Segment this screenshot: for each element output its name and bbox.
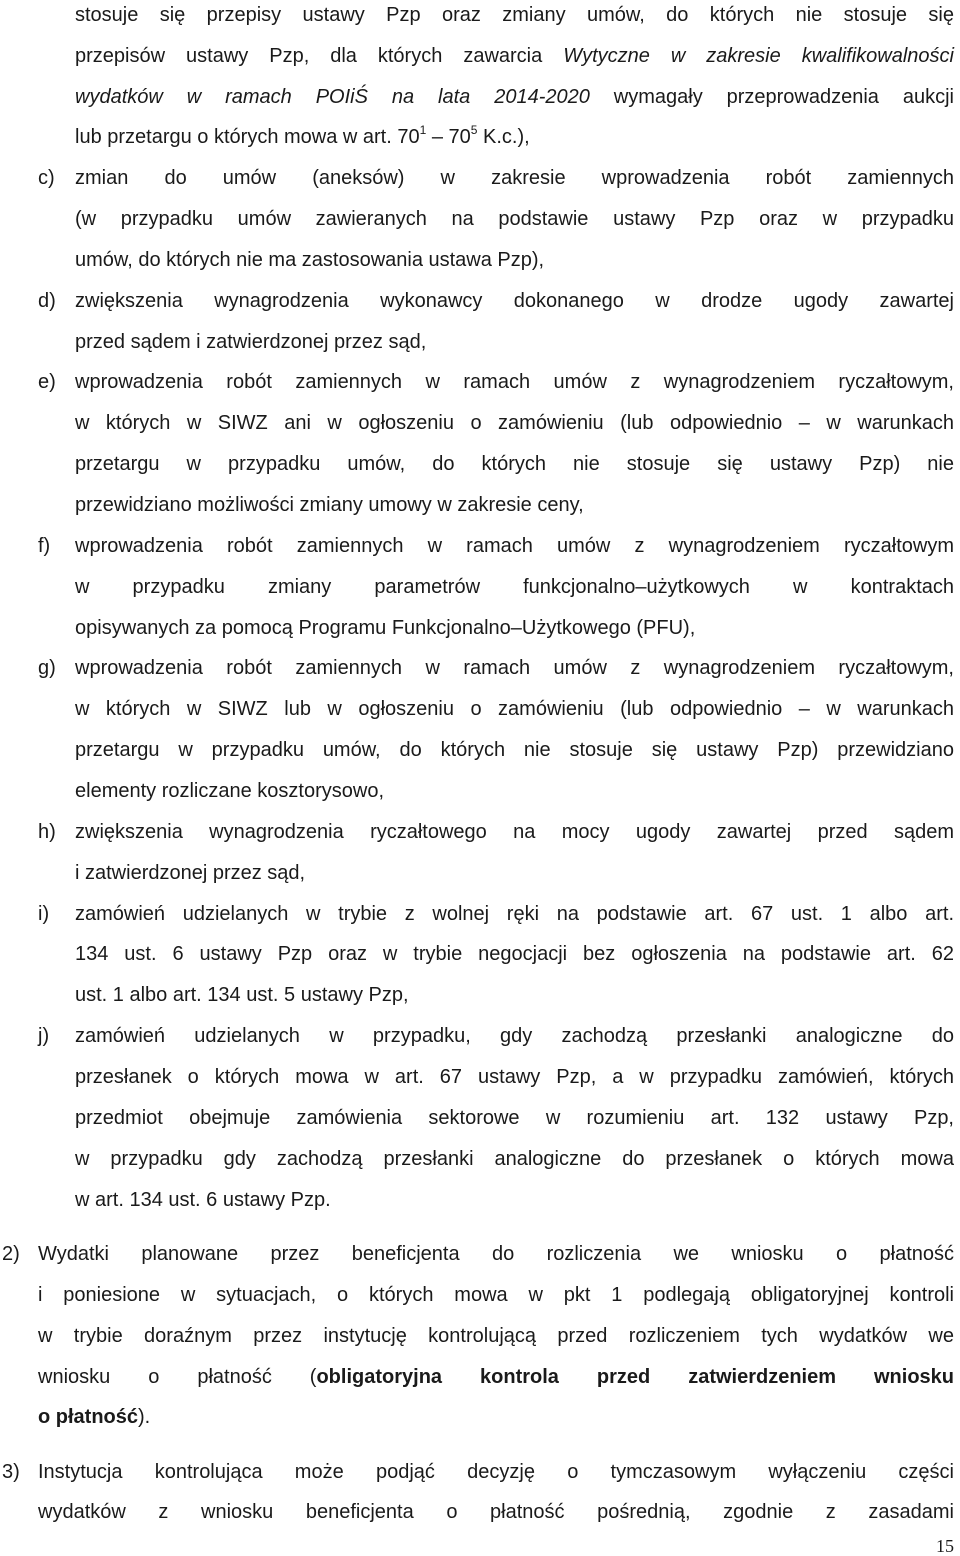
- text-line: [38, 1405, 150, 1429]
- item-label: f): [38, 535, 51, 557]
- item-label: g): [38, 657, 56, 679]
- text-span: ).: [138, 1406, 151, 1428]
- text-line: elementy rozliczane kosztorysowo,: [75, 780, 385, 802]
- item-label: j): [38, 1025, 50, 1047]
- text-line: wprowadzenia robót zamiennych w ramach umów z wynagrodzeniem ryczałtowym,: [75, 371, 954, 393]
- text-line: [38, 1365, 954, 1389]
- text-line: w których w SIWZ ani w ogłoszeniu o zamówieniu (lub odpowiednio – w warunkach: [75, 412, 954, 434]
- text-line: stosuje się przepisy ustawy Pzp oraz zmiany umów, do których nie stosuje się: [75, 4, 954, 26]
- text-line: ust. 1 albo art. 134 ust. 5 ustawy Pzp,: [75, 984, 409, 1006]
- text-line: [75, 125, 530, 149]
- text-line: Wydatki planowane przez beneficjenta do rozliczenia we wniosku o płatność: [38, 1243, 954, 1265]
- italic-span: wydatków w ramach POIiŚ na lata 2014-2020: [75, 86, 590, 108]
- text-line: przetargu w przypadku umów, do których nie stosuje się ustawy Pzp) przewidziano: [75, 739, 954, 761]
- text-line: zwiększenia wynagrodzenia wykonawcy dokonanego w drodze ugody zawartej: [75, 290, 954, 312]
- text-line: zwiększenia wynagrodzenia ryczałtowego na mocy ugody zawartej przed sądem: [75, 821, 954, 843]
- text-line: opisywanych za pomocą Programu Funkcjonalno–Użytkowego (PFU),: [75, 617, 696, 639]
- item-label: e): [38, 371, 56, 393]
- text-line: przewidziano możliwości zmiany umowy w zakresie ceny,: [75, 494, 584, 516]
- text-line: przed sądem i zatwierdzonej przez sąd,: [75, 331, 427, 353]
- superscript: 1: [419, 123, 427, 137]
- text-line: Instytucja kontrolująca może podjąć decyzję o tymczasowym wyłączeniu części: [38, 1461, 954, 1483]
- text-line: [75, 44, 954, 68]
- text-line: w art. 134 ust. 6 ustawy Pzp.: [75, 1189, 331, 1211]
- text-line: w przypadku zmiany parametrów funkcjonalno–użytkowych w kontraktach: [75, 576, 954, 598]
- text-span: lub przetargu o których mowa w art. 70: [75, 126, 420, 148]
- text-line: w przypadku gdy zachodzą przesłanki analogiczne do przesłanek o których mowa: [75, 1148, 954, 1170]
- text-line: zamówień udzielanych w trybie z wolnej ręki na podstawie art. 67 ust. 1 albo art.: [75, 903, 954, 925]
- text-line: (w przypadku umów zawieranych na podstawie ustawy Pzp oraz w przypadku: [75, 208, 954, 230]
- text-span: wniosku o płatność (: [38, 1366, 317, 1388]
- superscript: 5: [470, 123, 478, 137]
- text-line: wprowadzenia robót zamiennych w ramach umów z wynagrodzeniem ryczałtowym: [75, 535, 954, 557]
- text-line: wydatków z wniosku beneficjenta o płatność pośrednią, zgodnie z zasadami: [38, 1501, 954, 1523]
- text-line: w których w SIWZ lub w ogłoszeniu o zamówieniu (lub odpowiednio – w warunkach: [75, 698, 954, 720]
- text-line: w trybie doraźnym przez instytucję kontrolującą przed rozliczeniem tych wydatków we: [38, 1325, 954, 1347]
- text-span: – 70: [426, 126, 471, 148]
- text-line: 134 ust. 6 ustawy Pzp oraz w trybie negocjacji bez ogłoszenia na podstawie art. 62: [75, 943, 954, 965]
- item-label: h): [38, 821, 56, 843]
- text-line: i zatwierdzonej przez sąd,: [75, 862, 306, 884]
- text-line: [75, 85, 954, 109]
- text-line: umów, do których nie ma zastosowania ustawa Pzp),: [75, 249, 545, 271]
- paragraph-label: 2): [2, 1243, 20, 1265]
- item-label: c): [38, 167, 55, 189]
- bold-span: o płatność: [38, 1406, 139, 1428]
- text-span: wymagały przeprowadzenia aukcji: [589, 86, 954, 108]
- text-span: K.c.),: [477, 126, 530, 148]
- bold-span: obligatoryjna kontrola przed zatwierdzeniem wniosku: [316, 1366, 954, 1388]
- text-line: przetargu w przypadku umów, do których nie stosuje się ustawy Pzp) nie: [75, 453, 954, 475]
- item-label: i): [38, 903, 50, 925]
- page-number: 15: [936, 1536, 954, 1556]
- item-label: d): [38, 290, 56, 312]
- text-line: wprowadzenia robót zamiennych w ramach umów z wynagrodzeniem ryczałtowym,: [75, 657, 954, 679]
- text-line: i poniesione w sytuacjach, o których mowa w pkt 1 podlegają obligatoryjnej kontroli: [38, 1284, 954, 1306]
- text-line: przedmiot obejmuje zamówienia sektorowe w rozumieniu art. 132 ustawy Pzp,: [75, 1107, 954, 1129]
- paragraph-label: 3): [2, 1461, 20, 1483]
- text-line: przesłanek o których mowa w art. 67 ustawy Pzp, a w przypadku zamówień, których: [75, 1066, 954, 1088]
- text-span: przepisów ustawy Pzp, dla których zawarcia: [75, 45, 564, 67]
- text-line: zamówień udzielanych w przypadku, gdy zachodzą przesłanki analogiczne do: [75, 1025, 954, 1047]
- italic-span: Wytyczne w zakresie kwalifikowalności: [563, 45, 954, 67]
- text-line: zmian do umów (aneksów) w zakresie wprowadzenia robót zamiennych: [75, 167, 954, 189]
